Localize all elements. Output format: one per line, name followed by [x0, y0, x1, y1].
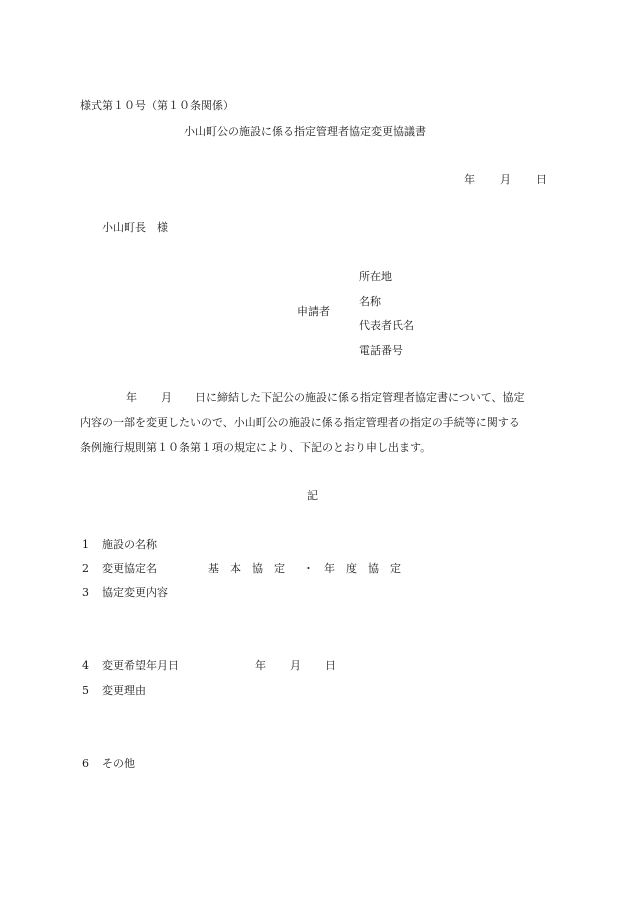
- item-1-number: 1: [82, 538, 89, 551]
- date-year-label: 年: [464, 173, 475, 186]
- applicant-field-phone: 電話番号: [359, 344, 403, 357]
- item-6-label: その他: [102, 757, 135, 770]
- date-month-label: 月: [500, 173, 511, 186]
- applicant-field-representative: 代表者氏名: [359, 319, 414, 332]
- item-4-year-label: 年: [255, 659, 266, 672]
- item-2-option-annual: 年 度 協 定: [324, 562, 401, 575]
- document-title: 小山町公の施設に係る指定管理者協定変更協議書: [184, 125, 426, 138]
- item-2-label: 変更協定名: [102, 562, 157, 575]
- item-1-label: 施設の名称: [102, 538, 157, 551]
- item-5-label: 変更理由: [102, 684, 146, 697]
- item-3-label: 協定変更内容: [102, 586, 168, 599]
- ki-heading: 記: [307, 489, 318, 502]
- body-year-label: 年: [126, 391, 137, 404]
- item-4-month-label: 月: [290, 659, 301, 672]
- item-2-separator: ・: [303, 562, 314, 575]
- item-5-number: 5: [82, 684, 89, 697]
- applicant-field-address: 所在地: [359, 270, 392, 283]
- form-number: 様式第１０号（第１０条関係）: [80, 99, 234, 112]
- body-line-2: 内容の一部を変更したいので、小山町公の施設に係る指定管理者の指定の手続等に関する: [80, 416, 520, 429]
- item-4-number: 4: [82, 659, 89, 672]
- addressee: 小山町長 様: [102, 221, 168, 234]
- applicant-field-name: 名称: [359, 295, 381, 308]
- date-day-label: 日: [536, 173, 547, 186]
- item-6-number: 6: [82, 757, 89, 770]
- body-month-label: 月: [161, 391, 172, 404]
- item-4-label: 変更希望年月日: [102, 659, 179, 672]
- applicant-label: 申請者: [297, 305, 330, 318]
- body-line-1: 日に締結した下記公の施設に係る指定管理者協定書について、協定: [195, 391, 525, 404]
- item-3-number: 3: [82, 586, 89, 599]
- body-line-3: 条例施行規則第１０条第１項の規定により、下記のとおり申し出ます。: [80, 441, 432, 454]
- item-2-number: 2: [82, 562, 89, 575]
- item-2-option-basic: 基 本 協 定: [208, 562, 285, 575]
- item-4-day-label: 日: [325, 659, 336, 672]
